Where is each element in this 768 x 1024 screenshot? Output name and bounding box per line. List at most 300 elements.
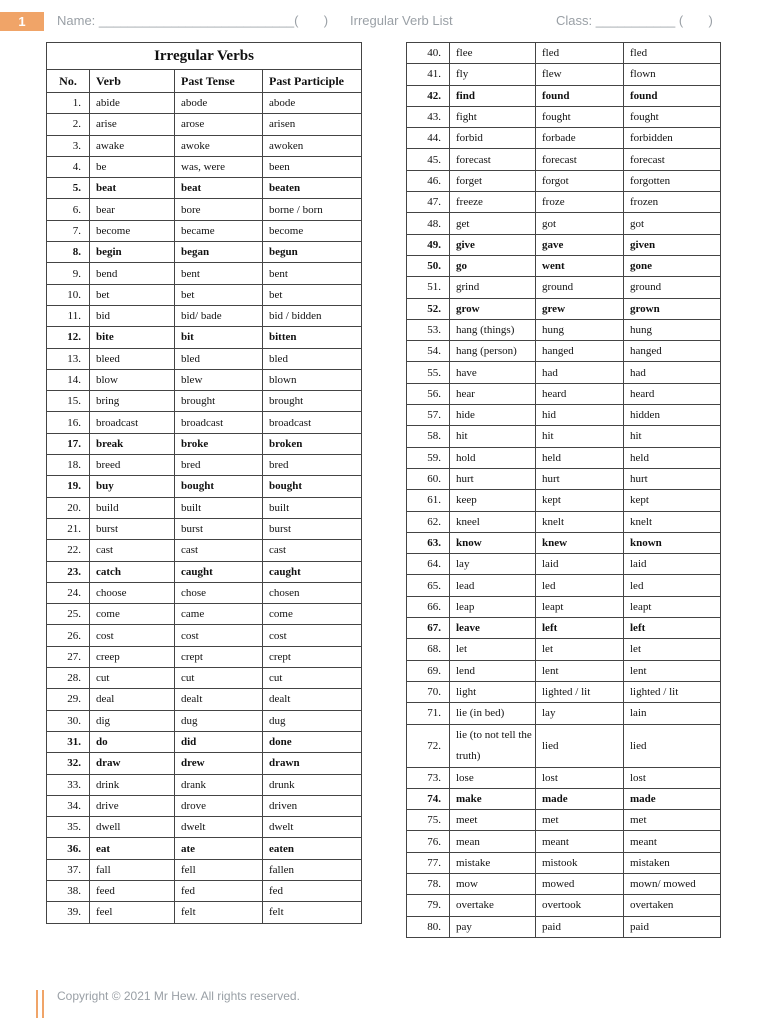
cell-verb: bring	[90, 391, 175, 412]
cell-past-tense: fled	[536, 43, 624, 64]
cell-past-tense: cut	[175, 668, 263, 689]
cell-past-participle: arisen	[263, 114, 362, 135]
table-row	[47, 540, 362, 561]
cell-past-tense: froze	[536, 192, 624, 213]
table-row	[407, 319, 721, 340]
table-row	[47, 412, 362, 433]
cell-past-participle: made	[624, 788, 721, 809]
cell-past-tense: arose	[175, 114, 263, 135]
cell-past-tense: ate	[175, 838, 263, 859]
cell-number: 21.	[47, 518, 90, 539]
cell-past-tense: cast	[175, 540, 263, 561]
cell-verb: kneel	[450, 511, 536, 532]
cell-past-participle: held	[624, 447, 721, 468]
cell-verb: flee	[450, 43, 536, 64]
table-row	[47, 838, 362, 859]
table-row	[407, 490, 721, 511]
cell-number: 46.	[407, 170, 450, 191]
column-header-verb: Verb	[90, 70, 175, 93]
cell-number: 13.	[47, 348, 90, 369]
name-field-label: Name: ___________________________( )	[57, 13, 329, 28]
table-row	[407, 277, 721, 298]
cell-past-tense: became	[175, 220, 263, 241]
cell-verb: deal	[90, 689, 175, 710]
cell-past-tense: dealt	[175, 689, 263, 710]
table-row	[407, 660, 721, 681]
cell-past-tense: drove	[175, 795, 263, 816]
cell-past-tense: forgot	[536, 170, 624, 191]
cell-number: 40.	[407, 43, 450, 64]
cell-past-tense: bit	[175, 327, 263, 348]
cell-past-participle: cost	[263, 625, 362, 646]
cell-number: 60.	[407, 468, 450, 489]
cell-past-tense: hid	[536, 405, 624, 426]
cell-number: 28.	[47, 668, 90, 689]
cell-past-participle: forecast	[624, 149, 721, 170]
cell-verb: build	[90, 497, 175, 518]
cell-past-tense: bought	[175, 476, 263, 497]
cell-number: 31.	[47, 731, 90, 752]
cell-number: 32.	[47, 753, 90, 774]
cell-number: 12.	[47, 327, 90, 348]
table-row	[407, 703, 721, 724]
cell-number: 59.	[407, 447, 450, 468]
class-field-label: Class: ___________ ( )	[556, 13, 713, 28]
cell-past-participle: hanged	[624, 341, 721, 362]
cell-verb: grow	[450, 298, 536, 319]
cell-number: 65.	[407, 575, 450, 596]
cell-verb: drink	[90, 774, 175, 795]
cell-verb: awake	[90, 135, 175, 156]
cell-past-participle: lied	[624, 724, 721, 767]
cell-verb: lie (to not tell the truth)	[450, 724, 536, 767]
cell-verb: cut	[90, 668, 175, 689]
cell-past-participle: hurt	[624, 468, 721, 489]
table-row	[47, 817, 362, 838]
cell-verb: abide	[90, 93, 175, 114]
cell-past-participle: broadcast	[263, 412, 362, 433]
cell-past-participle: found	[624, 85, 721, 106]
cell-verb: keep	[450, 490, 536, 511]
cell-past-tense: drank	[175, 774, 263, 795]
cell-past-participle: chosen	[263, 582, 362, 603]
copyright-text: Copyright © 2021 Mr Hew. All rights reserved.	[57, 989, 300, 1003]
cell-number: 79.	[407, 895, 450, 916]
cell-past-tense: broadcast	[175, 412, 263, 433]
cell-past-tense: paid	[536, 916, 624, 937]
cell-verb: hit	[450, 426, 536, 447]
cell-past-participle: grown	[624, 298, 721, 319]
table-row	[407, 724, 721, 767]
cell-number: 57.	[407, 405, 450, 426]
cell-past-participle: gone	[624, 255, 721, 276]
cell-past-participle: lost	[624, 767, 721, 788]
cell-number: 45.	[407, 149, 450, 170]
table-row	[47, 284, 362, 305]
cell-past-participle: beaten	[263, 178, 362, 199]
cell-past-tense: heard	[536, 383, 624, 404]
cell-past-tense: bled	[175, 348, 263, 369]
cell-past-tense: bore	[175, 199, 263, 220]
table-row	[47, 625, 362, 646]
table-row	[407, 831, 721, 852]
table-row	[47, 753, 362, 774]
cell-verb: get	[450, 213, 536, 234]
cell-past-tense: left	[536, 618, 624, 639]
cell-number: 80.	[407, 916, 450, 937]
page-header	[0, 0, 768, 44]
cell-past-tense: led	[536, 575, 624, 596]
cell-verb: have	[450, 362, 536, 383]
cell-verb: hide	[450, 405, 536, 426]
cell-past-tense: mowed	[536, 873, 624, 894]
cell-past-participle: bid / bidden	[263, 305, 362, 326]
cell-number: 51.	[407, 277, 450, 298]
cell-number: 50.	[407, 255, 450, 276]
cell-past-participle: knelt	[624, 511, 721, 532]
cell-verb: buy	[90, 476, 175, 497]
cell-past-participle: bought	[263, 476, 362, 497]
cell-verb: bid	[90, 305, 175, 326]
cell-past-tense: lighted / lit	[536, 681, 624, 702]
table-row	[407, 618, 721, 639]
cell-past-tense: dug	[175, 710, 263, 731]
cell-verb: draw	[90, 753, 175, 774]
cell-past-participle: kept	[624, 490, 721, 511]
cell-past-participle: frozen	[624, 192, 721, 213]
table-row	[47, 327, 362, 348]
cell-past-participle: fed	[263, 880, 362, 901]
cell-past-participle: been	[263, 156, 362, 177]
cell-number: 26.	[47, 625, 90, 646]
cell-past-tense: awoke	[175, 135, 263, 156]
table-row	[407, 895, 721, 916]
cell-number: 36.	[47, 838, 90, 859]
cell-number: 43.	[407, 106, 450, 127]
cell-verb: dwell	[90, 817, 175, 838]
cell-past-participle: cut	[263, 668, 362, 689]
table-row	[47, 242, 362, 263]
cell-number: 44.	[407, 128, 450, 149]
cell-past-participle: forgotten	[624, 170, 721, 191]
cell-number: 15.	[47, 391, 90, 412]
cell-past-participle: got	[624, 213, 721, 234]
cell-number: 62.	[407, 511, 450, 532]
cell-verb: mistake	[450, 852, 536, 873]
cell-verb: lie (in bed)	[450, 703, 536, 724]
cell-verb: meet	[450, 810, 536, 831]
table-row	[407, 852, 721, 873]
cell-past-tense: lay	[536, 703, 624, 724]
cell-verb: feel	[90, 902, 175, 923]
cell-verb: broadcast	[90, 412, 175, 433]
cell-verb: creep	[90, 646, 175, 667]
cell-past-participle: fought	[624, 106, 721, 127]
cell-past-participle: awoken	[263, 135, 362, 156]
table-row	[407, 149, 721, 170]
cell-past-participle: cast	[263, 540, 362, 561]
cell-number: 23.	[47, 561, 90, 582]
cell-verb: go	[450, 255, 536, 276]
cell-past-tense: caught	[175, 561, 263, 582]
cell-verb: find	[450, 85, 536, 106]
cell-verb: do	[90, 731, 175, 752]
cell-number: 49.	[407, 234, 450, 255]
table-row	[47, 497, 362, 518]
verb-table-right	[406, 42, 721, 938]
cell-past-tense: fought	[536, 106, 624, 127]
cell-verb: become	[90, 220, 175, 241]
cell-number: 16.	[47, 412, 90, 433]
cell-past-tense: knelt	[536, 511, 624, 532]
cell-number: 41.	[407, 64, 450, 85]
cell-past-tense: grew	[536, 298, 624, 319]
table-row	[407, 639, 721, 660]
cell-past-tense: lost	[536, 767, 624, 788]
cell-past-participle: bet	[263, 284, 362, 305]
cell-past-tense: fed	[175, 880, 263, 901]
cell-past-participle: heard	[624, 383, 721, 404]
cell-verb: catch	[90, 561, 175, 582]
cell-number: 17.	[47, 433, 90, 454]
cell-past-participle: crept	[263, 646, 362, 667]
cell-past-tense: laid	[536, 554, 624, 575]
cell-past-tense: chose	[175, 582, 263, 603]
cell-verb: eat	[90, 838, 175, 859]
cell-past-tense: bet	[175, 284, 263, 305]
cell-past-participle: fled	[624, 43, 721, 64]
cell-verb: freeze	[450, 192, 536, 213]
cell-number: 5.	[47, 178, 90, 199]
table-row	[407, 213, 721, 234]
table-row	[47, 455, 362, 476]
cell-verb: break	[90, 433, 175, 454]
cell-verb: pay	[450, 916, 536, 937]
cell-past-participle: brought	[263, 391, 362, 412]
column-header-past-participle: Past Participle	[263, 70, 362, 93]
cell-past-participle: paid	[624, 916, 721, 937]
table-row	[47, 178, 362, 199]
table-row	[47, 305, 362, 326]
cell-verb: forget	[450, 170, 536, 191]
cell-verb: cast	[90, 540, 175, 561]
cell-past-participle: bled	[263, 348, 362, 369]
cell-past-tense: hung	[536, 319, 624, 340]
cell-verb: bear	[90, 199, 175, 220]
table-row	[47, 902, 362, 923]
cell-past-participle: overtaken	[624, 895, 721, 916]
cell-past-participle: known	[624, 532, 721, 553]
cell-past-tense: ground	[536, 277, 624, 298]
cell-verb: know	[450, 532, 536, 553]
cell-past-participle: become	[263, 220, 362, 241]
cell-verb: hear	[450, 383, 536, 404]
table-row	[407, 255, 721, 276]
cell-past-tense: forecast	[536, 149, 624, 170]
cell-verb: hang (things)	[450, 319, 536, 340]
table-row	[47, 220, 362, 241]
cell-past-tense: flew	[536, 64, 624, 85]
cell-number: 54.	[407, 341, 450, 362]
table-row	[47, 731, 362, 752]
table-row	[47, 93, 362, 114]
table-row	[407, 554, 721, 575]
cell-past-participle: driven	[263, 795, 362, 816]
table-row	[407, 85, 721, 106]
table-caption: Irregular Verbs	[47, 43, 362, 70]
cell-number: 18.	[47, 455, 90, 476]
cell-past-participle: mistaken	[624, 852, 721, 873]
cell-past-participle: come	[263, 604, 362, 625]
table-row	[407, 532, 721, 553]
cell-past-tense: broke	[175, 433, 263, 454]
cell-number: 34.	[47, 795, 90, 816]
cell-number: 6.	[47, 199, 90, 220]
table-row	[407, 468, 721, 489]
cell-number: 72.	[407, 724, 450, 767]
column-header-past-tense: Past Tense	[175, 70, 263, 93]
table-row	[47, 369, 362, 390]
table-row	[407, 767, 721, 788]
cell-number: 38.	[47, 880, 90, 901]
cell-past-tense: fell	[175, 859, 263, 880]
cell-past-participle: borne / born	[263, 199, 362, 220]
table-row	[407, 426, 721, 447]
cell-past-tense: went	[536, 255, 624, 276]
table-row	[47, 114, 362, 135]
cell-past-tense: kept	[536, 490, 624, 511]
cell-verb: feed	[90, 880, 175, 901]
cell-verb: make	[450, 788, 536, 809]
column-header-no: No.	[47, 70, 90, 93]
table-row	[407, 298, 721, 319]
footer-accent-bars	[36, 990, 46, 1018]
cell-number: 1.	[47, 93, 90, 114]
cell-number: 73.	[407, 767, 450, 788]
cell-verb: mow	[450, 873, 536, 894]
cell-number: 30.	[47, 710, 90, 731]
table-row	[407, 234, 721, 255]
cell-verb: forecast	[450, 149, 536, 170]
cell-verb: choose	[90, 582, 175, 603]
cell-verb: begin	[90, 242, 175, 263]
cell-past-tense: abode	[175, 93, 263, 114]
cell-number: 75.	[407, 810, 450, 831]
cell-verb: leave	[450, 618, 536, 639]
table-row	[407, 596, 721, 617]
cell-past-tense: made	[536, 788, 624, 809]
cell-past-tense: forbade	[536, 128, 624, 149]
table-row	[47, 476, 362, 497]
table-row	[407, 106, 721, 127]
cell-number: 37.	[47, 859, 90, 880]
cell-number: 69.	[407, 660, 450, 681]
cell-verb: lose	[450, 767, 536, 788]
cell-verb: burst	[90, 518, 175, 539]
cell-past-participle: led	[624, 575, 721, 596]
cell-past-participle: let	[624, 639, 721, 660]
table-row	[47, 880, 362, 901]
cell-past-participle: fallen	[263, 859, 362, 880]
cell-past-tense: burst	[175, 518, 263, 539]
table-row	[47, 604, 362, 625]
cell-verb: bend	[90, 263, 175, 284]
cell-past-tense: lent	[536, 660, 624, 681]
table-row	[47, 668, 362, 689]
cell-verb: be	[90, 156, 175, 177]
table-row	[47, 646, 362, 667]
cell-past-participle: mown/ mowed	[624, 873, 721, 894]
cell-past-participle: bred	[263, 455, 362, 476]
cell-past-tense: held	[536, 447, 624, 468]
cell-number: 52.	[407, 298, 450, 319]
cell-past-tense: dwelt	[175, 817, 263, 838]
table-row	[407, 64, 721, 85]
cell-past-tense: met	[536, 810, 624, 831]
cell-past-participle: given	[624, 234, 721, 255]
cell-verb: dig	[90, 710, 175, 731]
cell-number: 2.	[47, 114, 90, 135]
cell-past-tense: hanged	[536, 341, 624, 362]
cell-past-participle: dug	[263, 710, 362, 731]
cell-verb: cost	[90, 625, 175, 646]
cell-past-tense: bent	[175, 263, 263, 284]
cell-number: 3.	[47, 135, 90, 156]
cell-verb: come	[90, 604, 175, 625]
cell-number: 11.	[47, 305, 90, 326]
table-row	[47, 710, 362, 731]
cell-verb: drive	[90, 795, 175, 816]
table-row	[407, 873, 721, 894]
cell-past-tense: was, were	[175, 156, 263, 177]
table-row	[47, 348, 362, 369]
table-row	[407, 788, 721, 809]
cell-number: 48.	[407, 213, 450, 234]
cell-number: 19.	[47, 476, 90, 497]
cell-past-participle: burst	[263, 518, 362, 539]
cell-past-tense: overtook	[536, 895, 624, 916]
cell-past-participle: hidden	[624, 405, 721, 426]
cell-number: 77.	[407, 852, 450, 873]
cell-number: 76.	[407, 831, 450, 852]
cell-past-tense: leapt	[536, 596, 624, 617]
cell-past-tense: bred	[175, 455, 263, 476]
cell-verb: bleed	[90, 348, 175, 369]
cell-past-tense: lied	[536, 724, 624, 767]
cell-verb: light	[450, 681, 536, 702]
cell-past-tense: came	[175, 604, 263, 625]
cell-verb: overtake	[450, 895, 536, 916]
table-row	[47, 518, 362, 539]
cell-past-participle: left	[624, 618, 721, 639]
table-row	[407, 341, 721, 362]
cell-verb: lay	[450, 554, 536, 575]
table-row	[47, 263, 362, 284]
table-row	[407, 511, 721, 532]
cell-verb: fight	[450, 106, 536, 127]
cell-past-tense: found	[536, 85, 624, 106]
cell-past-tense: mistook	[536, 852, 624, 873]
cell-past-tense: crept	[175, 646, 263, 667]
cell-past-participle: broken	[263, 433, 362, 454]
cell-past-tense: let	[536, 639, 624, 660]
cell-verb: lend	[450, 660, 536, 681]
cell-verb: fly	[450, 64, 536, 85]
cell-past-participle: leapt	[624, 596, 721, 617]
cell-past-participle: met	[624, 810, 721, 831]
cell-number: 66.	[407, 596, 450, 617]
cell-past-tense: began	[175, 242, 263, 263]
